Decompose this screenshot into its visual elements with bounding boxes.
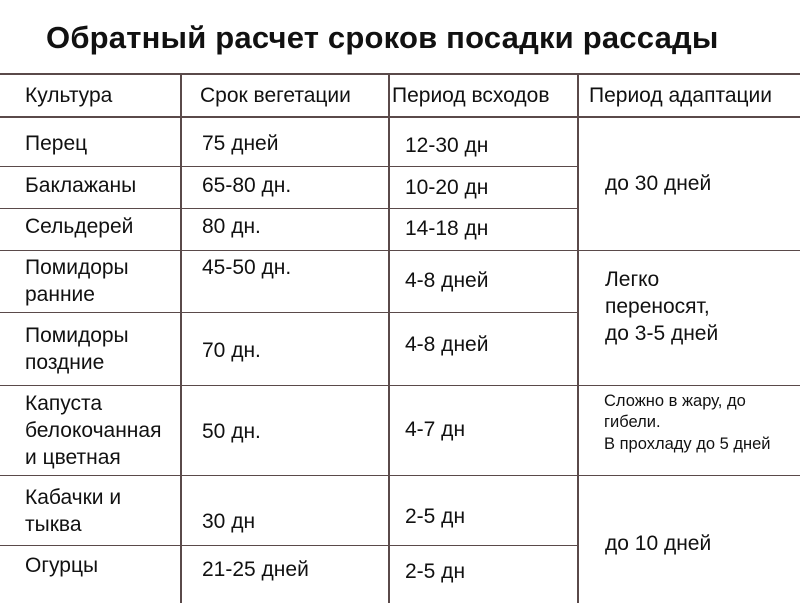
vegetation-cell: 30 дн [202, 510, 256, 533]
crop-cell: Перец [25, 132, 88, 155]
column-header-sprouts: Период всходов [392, 84, 550, 107]
adaptation-cell: до 30 дней [605, 172, 712, 195]
column-divider [388, 74, 390, 603]
adaptation-cell: до 10 дней [605, 532, 712, 555]
vegetation-cell: 45-50 дн. [202, 256, 292, 279]
sprouts-cell: 10-20 дн [405, 176, 489, 199]
header-divider [0, 116, 800, 118]
row-divider [0, 385, 800, 386]
crop-cell: Помидоры [25, 324, 129, 347]
sprouts-cell: 2-5 дн [405, 505, 466, 528]
sprouts-cell: 12-30 дн [405, 134, 489, 157]
adaptation-cell: переносят, [605, 295, 710, 318]
sprouts-cell: 4-7 дн [405, 418, 466, 441]
column-header-vegetation: Срок вегетации [200, 84, 351, 107]
row-divider [0, 208, 578, 209]
crop-cell: Помидоры [25, 256, 129, 279]
vegetation-cell: 70 дн. [202, 339, 261, 362]
column-divider [577, 74, 579, 603]
vegetation-cell: 65-80 дн. [202, 174, 292, 197]
crop-cell: Капуста [25, 392, 103, 415]
crop-cell: белокочанная [25, 419, 162, 442]
adaptation-cell: Легко [605, 268, 660, 291]
row-divider [0, 312, 578, 313]
sprouts-cell: 14-18 дн [405, 217, 489, 240]
column-header-crop: Культура [25, 84, 113, 107]
table-border-top [0, 73, 800, 75]
vegetation-cell: 50 дн. [202, 420, 261, 443]
crop-cell: Кабачки и [25, 486, 122, 509]
adaptation-cell: до 3-5 дней [605, 322, 719, 345]
crop-cell: тыква [25, 513, 82, 536]
sprouts-cell: 2-5 дн [405, 560, 466, 583]
column-divider [180, 74, 182, 603]
crop-cell: Сельдерей [25, 215, 134, 238]
adaptation-cell: В прохладу до 5 дней [604, 435, 771, 453]
row-divider [0, 250, 800, 251]
sprouts-cell: 4-8 дней [405, 269, 489, 292]
crop-cell: поздние [25, 351, 105, 374]
crop-cell: и цветная [25, 446, 121, 469]
page-title: Обратный расчет сроков посадки рассады [46, 20, 719, 55]
crop-cell: Огурцы [25, 554, 99, 577]
vegetation-cell: 75 дней [202, 132, 279, 155]
row-divider [0, 545, 578, 546]
vegetation-cell: 80 дн. [202, 215, 261, 238]
crop-cell: ранние [25, 283, 95, 306]
adaptation-cell: Сложно в жару, до [604, 392, 746, 410]
row-divider [0, 166, 578, 167]
crop-cell: Баклажаны [25, 174, 137, 197]
adaptation-cell: гибели. [604, 413, 661, 431]
row-divider [0, 475, 800, 476]
column-header-adaptation: Период адаптации [589, 84, 773, 107]
sprouts-cell: 4-8 дней [405, 333, 489, 356]
vegetation-cell: 21-25 дней [202, 558, 309, 581]
